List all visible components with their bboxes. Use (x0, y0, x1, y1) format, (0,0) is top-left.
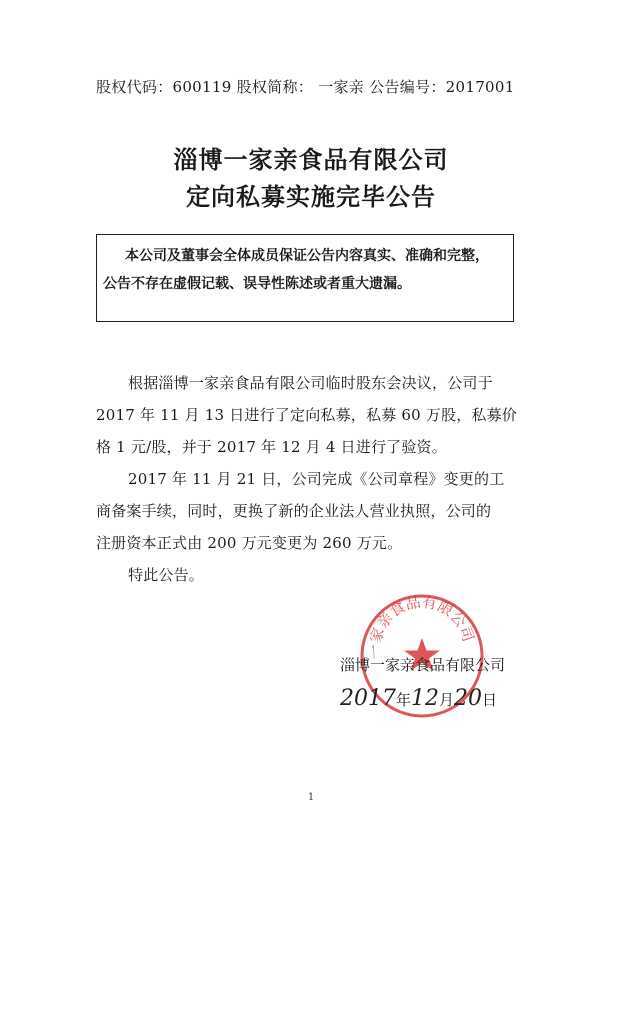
disclaimer-line-1: 本公司及董事会全体成员保证公告内容真实、准确和完整， (125, 248, 489, 264)
disclaimer-line-2: 公告不存在虚假记载、误导性陈述或者重大遗漏。 (103, 276, 411, 292)
svg-text:一家亲食品有限公司: 一家亲食品有限公司 (365, 592, 478, 660)
paragraph-2-line-3: 注册资本正式由 200 万元变更为 260 万元。 (96, 534, 403, 552)
signatory-company: 淄博一家亲食品有限公司 (340, 656, 506, 674)
page-number: 1 (307, 792, 315, 803)
date-day-unit: 日 (482, 691, 498, 709)
closing-line: 特此公告。 (128, 566, 205, 584)
date-year: 2017 (340, 686, 396, 711)
date-day: 20 (454, 686, 483, 711)
signing-date (340, 686, 500, 718)
paragraph-1-line-1: 根据淄博一家亲食品有限公司临时股东会决议，公司于 (128, 374, 493, 392)
paragraph-1-line-2: 2017 年 11 月 13 日进行了定向私募，私募 60 万股，私募价 (96, 406, 518, 424)
disclaimer-box (96, 234, 514, 322)
date-month: 12 (411, 686, 440, 711)
paragraph-2-line-1: 2017 年 11 月 21 日，公司完成《公司章程》变更的工 (128, 470, 505, 488)
date-year-unit: 年 (396, 691, 412, 709)
stock-info-line: 股权代码：600119 股权简称： 一家亲 公告编号：2017001 (96, 78, 515, 96)
date-month-unit: 月 (439, 691, 455, 709)
paragraph-1-line-3: 格 1 元/股，并于 2017 年 12 月 4 日进行了验资。 (96, 438, 447, 456)
paragraph-2-line-2: 商备案手续，同时，更换了新的企业法人营业执照，公司的 (96, 502, 492, 520)
title-announcement: 定向私募实施完毕公告 (186, 182, 436, 211)
title-company: 淄博一家亲食品有限公司 (173, 145, 449, 174)
